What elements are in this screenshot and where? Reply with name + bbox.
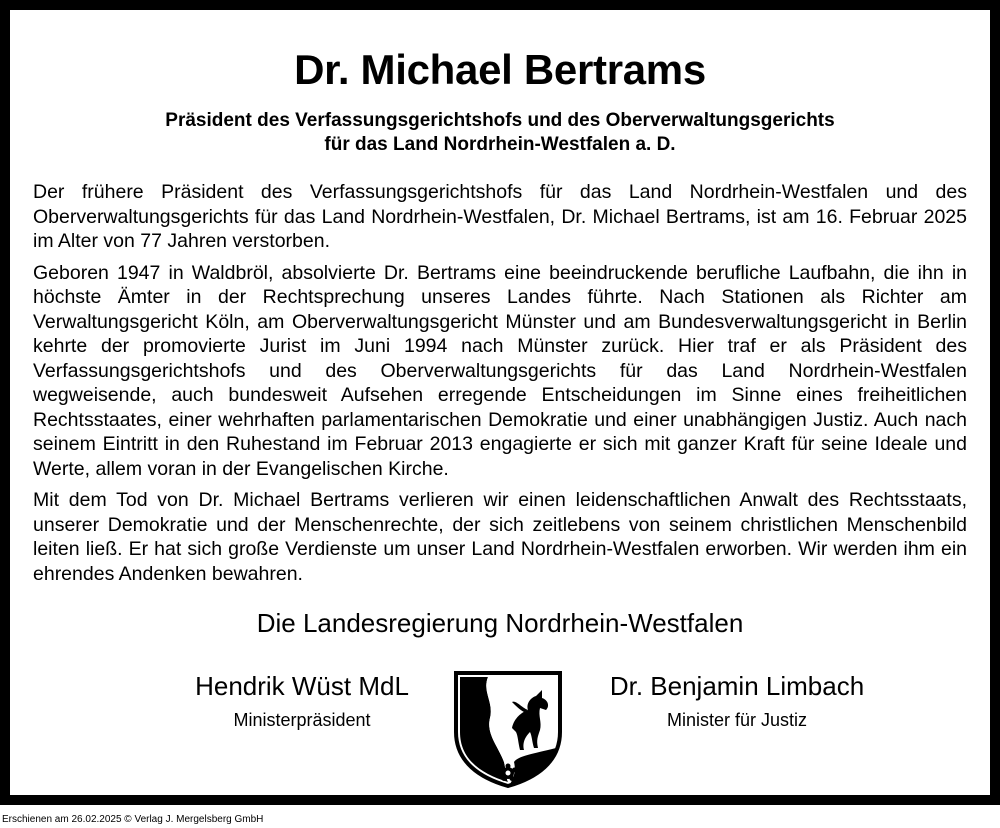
- signer-role: Minister für Justiz: [666, 710, 808, 730]
- deceased-name-title: Dr. Michael Bertrams: [294, 46, 706, 93]
- signer-role: Ministerpräsident: [233, 710, 371, 730]
- signer-minister-justice: [587, 670, 887, 731]
- signer-name: Dr. Benjamin Limbach: [609, 671, 865, 701]
- obituary-body: [33, 180, 967, 593]
- nrw-coat-of-arms-icon: [452, 670, 564, 788]
- deceased-position-subtitle: [10, 109, 990, 157]
- body-paragraph: Mit dem Tod von Dr. Michael Bertrams verlieren wir einen leidenschaftlichen Anwalt des Rechtsstaats, unserer Demokratie und der Menschenrechte, der sich zeitlebens von seinem christlichen Menschenbild leiten ließ. Er hat sich große Verdienste um unser Land Nordrhein-Westfalen erworben. Wir werden ihm ein ehrendes Andenken bewahren.: [33, 489, 967, 585]
- government-signature: Die Landesregierung Nordrhein-Westfalen: [256, 608, 744, 638]
- signer-minister-president: [152, 670, 452, 731]
- body-paragraph: Geboren 1947 in Waldbröl, absolvierte Dr. Bertrams eine beeindruckende berufliche Laufbahn, die ihn in höchste Ämter in der Rechtsprechung unseres Landes führte. Nach Stationen als Richter am Verwaltungsgericht Köln, am Oberverwaltungsgericht Münster und am Bundesverwaltungsgericht in Berlin kehrte der promovierte Jurist im Juni 1994 nach Münster zurück. Hier traf er als Präsident des Verfassungsgerichtshofs und des Oberverwaltungsgerichts für das Land Nordrhein-Westfalen wegweisende, auch bundesweit Aufsehen erregende Entscheidungen im Sinne eines freiheitlichen Rechtsstaates, einer wehrhaften parlamentarischen Demokratie und einer unabhängigen Justiz. Auch nach seinem Eintritt in den Ruhestand im Februar 2013 engagierte er sich mit ganzer Kraft für seine Ideale und Werte, allem voran in der Evangelischen Kirche.: [33, 261, 967, 480]
- signer-name: Hendrik Wüst MdL: [195, 671, 409, 701]
- subtitle-line-2: für das Land Nordrhein-Westfalen a. D.: [324, 134, 676, 155]
- body-paragraph: Der frühere Präsident des Verfassungsgerichtshofs für das Land Nordrhein-Westfalen und des Oberverwaltungsgerichts für das Land Nordrhein-Westfalen, Dr. Michael Bertrams, ist am 16. Februar 2025 im Alter von 77 Jahren verstorben.: [33, 181, 967, 252]
- subtitle-line-1: Präsident des Verfassungsgerichtshofs und des Oberverwaltungsgerichts: [165, 110, 835, 131]
- publication-footer: Erschienen am 26.02.2025 © Verlag J. Mergelsberg GmbH: [2, 814, 264, 825]
